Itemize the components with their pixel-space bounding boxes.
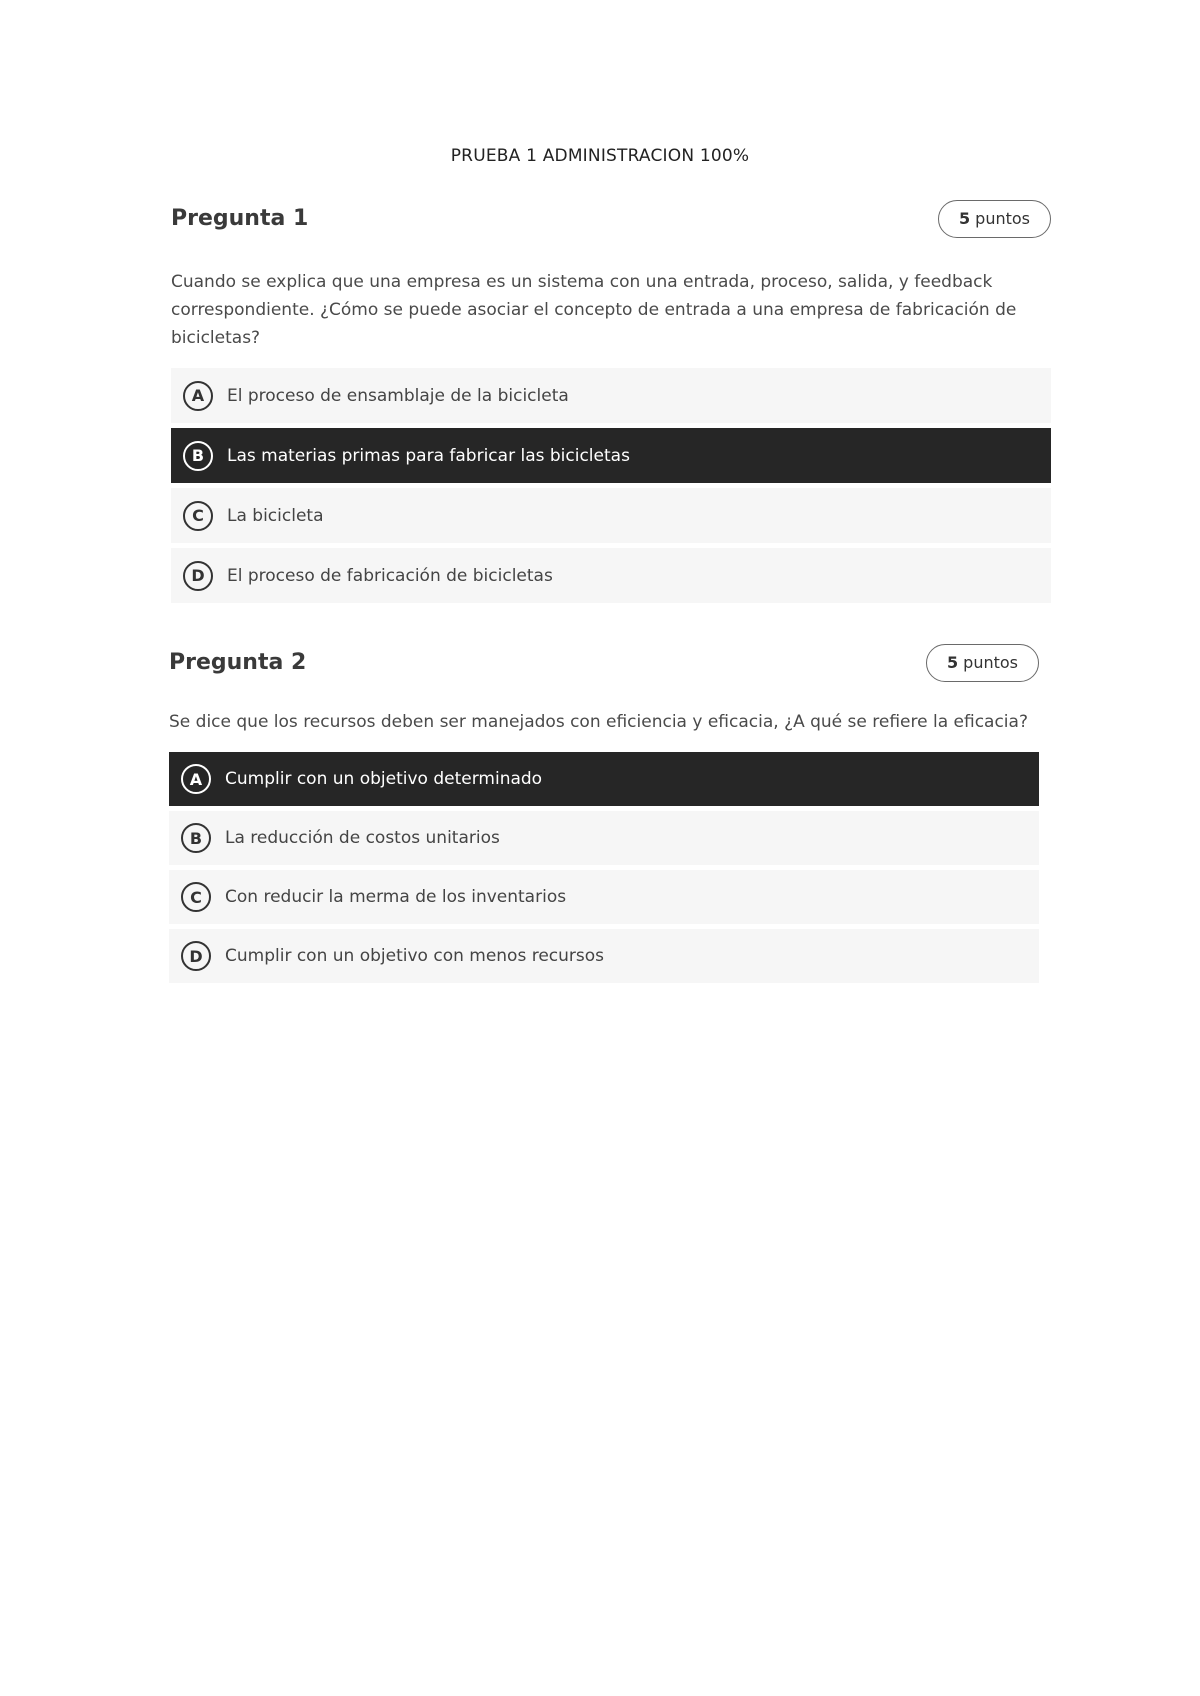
option-letter-badge: A — [183, 381, 213, 411]
option-letter-badge: B — [181, 823, 211, 853]
points-unit: puntos — [958, 653, 1018, 672]
option-letter-badge: C — [183, 501, 213, 531]
option-d[interactable] — [171, 548, 1051, 603]
option-a[interactable] — [171, 368, 1051, 423]
option-letter-badge: D — [183, 561, 213, 591]
question-2 — [169, 644, 1039, 983]
option-c[interactable] — [171, 488, 1051, 543]
question-title: Pregunta 1 — [171, 206, 309, 231]
option-c[interactable] — [169, 870, 1039, 924]
option-d[interactable] — [169, 929, 1039, 983]
option-letter-badge: D — [181, 941, 211, 971]
option-letter-badge: A — [181, 764, 211, 794]
option-b[interactable] — [171, 428, 1051, 483]
option-a[interactable] — [169, 752, 1039, 806]
question-1 — [171, 200, 1051, 603]
points-unit: puntos — [970, 209, 1030, 228]
option-letter-badge: B — [183, 441, 213, 471]
document-title: PRUEBA 1 ADMINISTRACION 100% — [450, 146, 750, 166]
question-text: Se dice que los recursos deben ser manejados con eficiencia y eficacia, ¿A qué se refiere la eficacia? — [169, 712, 1028, 732]
question-title: Pregunta 2 — [169, 650, 307, 675]
option-text: El proceso de ensamblaje de la bicicleta — [227, 385, 569, 406]
question-header — [171, 200, 1051, 246]
option-letter-badge: C — [181, 882, 211, 912]
option-text: Cumplir con un objetivo con menos recursos — [225, 946, 605, 966]
question-header — [169, 644, 1039, 690]
option-text: Cumplir con un objetivo determinado — [225, 769, 543, 789]
option-text: Las materias primas para fabricar las bicicletas — [227, 445, 630, 466]
points-number: 5 — [958, 209, 971, 228]
answer-options — [171, 368, 1051, 603]
answer-options — [169, 752, 1039, 983]
points-badge — [926, 644, 1039, 682]
option-text: La bicicleta — [227, 505, 324, 526]
option-text: El proceso de fabricación de bicicletas — [227, 565, 553, 586]
option-text: La reducción de costos unitarios — [225, 828, 500, 848]
points-number: 5 — [946, 653, 959, 672]
option-b[interactable] — [169, 811, 1039, 865]
question-text: Cuando se explica que una empresa es un sistema con una entrada, proceso, salida, y feedback correspondiente. ¿Cómo se puede asociar el concepto de entrada a una empresa de fabricación de bicicletas? — [171, 272, 1017, 348]
points-badge — [938, 200, 1051, 238]
option-text: Con reducir la merma de los inventarios — [225, 887, 567, 907]
